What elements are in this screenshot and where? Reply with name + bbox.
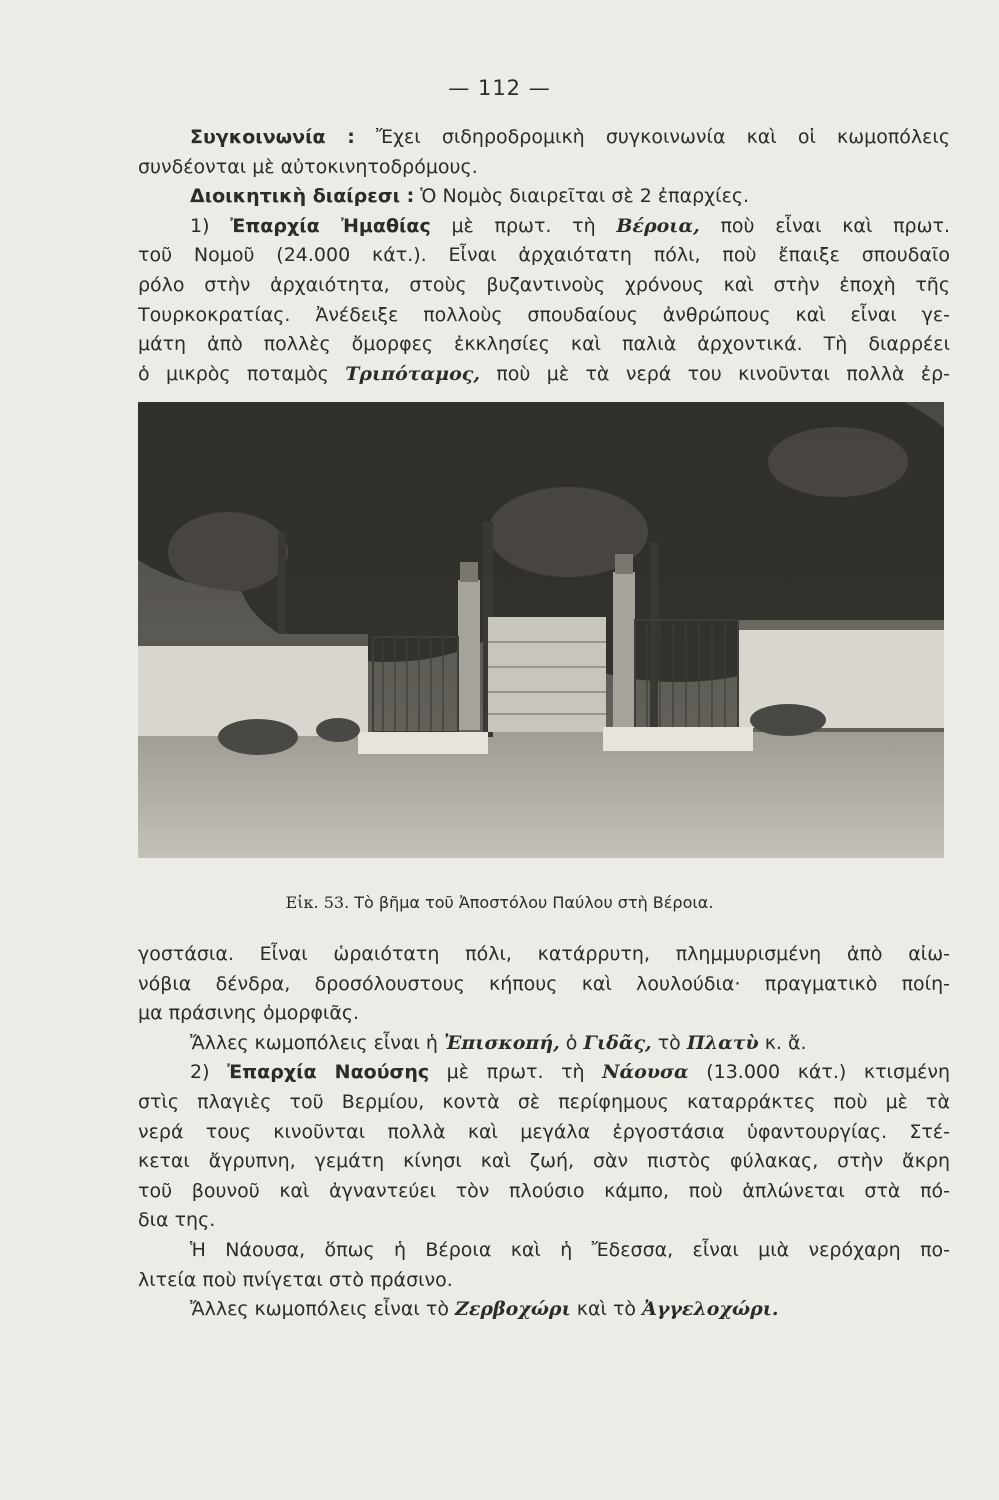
text-line: νόβια δένδρα, δροσόλουστους κήπους καὶ λουλούδια· πραγματικὸ ποίη- <box>138 972 950 995</box>
figure-photo <box>138 402 944 858</box>
heading-province-naousa: Ἐπαρχία Ναούσης <box>227 1061 430 1084</box>
heading-province-imathia: Ἐπαρχία Ἠμαθίας <box>230 214 431 237</box>
heading-administrative-division: Διοικητικὴ διαίρεσι : <box>190 185 415 208</box>
text-span: Ἄλλες κωμοπόλεις εἶναι ἡ <box>190 1031 444 1054</box>
figure-caption <box>0 893 999 912</box>
bottom-text-block <box>138 940 950 1325</box>
text-line <box>138 123 950 153</box>
text-span: (13.000 κάτ.) κτισμένη <box>688 1061 950 1084</box>
text-line: συνδέονται μὲ αὐτοκινητοδρόμους. <box>138 155 478 178</box>
text-line: Ἡ Νάουσα, ὅπως ἡ Βέροια καὶ ἡ Ἔδεσσα, εἶναι μιὰ νερόχαρη πο- <box>190 1238 950 1261</box>
text-line: τοῦ Νομοῦ (24.000 κάτ.). Εἶναι ἀρχαιότατη πόλι, ποὺ ἔπαιξε σπουδαῖο <box>138 244 950 267</box>
place-platy: Πλατὺ <box>686 1031 759 1054</box>
text-line: τοῦ βουνοῦ καὶ ἀγναντεύει τὸν πλούσιο κάμπο, ποὺ ἁπλώνεται στὰ πό- <box>138 1179 950 1202</box>
figure-number: Εἰκ. 53. <box>285 893 350 912</box>
text-line: Τουρκοκρατίας. Ἀνέδειξε πολλοὺς σπουδαίους ἀνθρώπους καὶ εἶναι γε- <box>138 303 950 326</box>
text-line: νερά τους κινοῦνται πολλὰ καὶ μεγάλα ἐργοστάσια ὑφαντουργίας. Στέ- <box>138 1120 950 1143</box>
text-line <box>138 1295 950 1325</box>
text-span: 1) <box>190 214 231 237</box>
text-span: μὲ πρωτ. τὴ <box>430 214 617 237</box>
text-line <box>138 212 950 242</box>
text-line: στὶς πλαγιὲς τοῦ Βερμίου, κοντὰ σὲ περίφημους καταρράκτες ποὺ μὲ τὰ <box>138 1090 950 1113</box>
page-number: — 112 — <box>448 76 551 100</box>
text-line: μάτη ἀπὸ πολλὲς ὄμορφες ἐκκλησίες καὶ παλιὰ ἀρχοντικά. Τὴ διαρρέει <box>138 333 950 356</box>
text-line <box>138 1029 950 1059</box>
text-span: καὶ τὸ <box>570 1298 643 1321</box>
text-span: τὸ <box>651 1031 687 1054</box>
photo-illustration <box>138 402 944 858</box>
text-line: λιτεία ποὺ πνίγεται στὸ πράσινο. <box>138 1268 453 1291</box>
text-line: μα πράσινης ὀμορφιᾶς. <box>138 1002 360 1025</box>
text-span: κ. ἄ. <box>758 1031 807 1054</box>
text-line: δια της. <box>138 1209 216 1232</box>
text-span: Ὁ Νομὸς διαιρεῖται σὲ 2 ἐπαρχίες. <box>414 185 750 208</box>
place-angelochori: Ἀγγελοχώρι. <box>642 1298 779 1321</box>
text-line: γοστάσια. Εἶναι ὡραιότατη πόλι, κατάρρυτη, πλημμυρισμένη ἀπὸ αἰω- <box>138 943 950 965</box>
heading-communication: Συγκοινωνία : <box>190 126 355 148</box>
place-episkopi: Ἐπισκοπή, <box>443 1031 560 1054</box>
place-naousa: Νάουσα <box>602 1061 689 1084</box>
text-span: ποὺ μὲ τὰ νερά του κινοῦνται πολλὰ ἐρ- <box>479 362 950 385</box>
text-line: κεται ἄγρυπνη, γεμάτη κίνησι καὶ ζωή, σὰν πιστὸς φύλακας, στὴν ἄκρη <box>138 1150 950 1173</box>
text-span: Ἔχει σιδηροδρομικὴ συγκοινωνία καὶ οἱ κωμοπόλεις <box>354 126 950 148</box>
text-line <box>138 1058 950 1088</box>
text-span: ὁ <box>559 1031 584 1054</box>
text-span: Ἄλλες κωμοπόλεις εἶναι τὸ <box>190 1298 455 1321</box>
text-line <box>138 182 950 212</box>
place-gidas: Γιδᾶς, <box>583 1031 652 1054</box>
text-span: 2) <box>190 1061 228 1084</box>
text-line: ρόλο στὴν ἀρχαιότητα, στοὺς βυζαντινοὺς χρόνους καὶ στὴν ἐποχὴ τῆς <box>138 273 950 296</box>
text-span: μὲ πρωτ. τὴ <box>429 1061 603 1084</box>
place-zervochori: Ζερβοχώρι <box>455 1298 571 1321</box>
text-span: ὁ μικρὸς ποταμὸς <box>138 362 346 385</box>
figure-caption-text: Τὸ βῆμα τοῦ Ἀποστόλου Παύλου στὴ Βέροια. <box>354 893 714 912</box>
top-text-block <box>138 123 950 389</box>
text-line <box>138 360 950 390</box>
place-veroia: Βέροια, <box>616 214 700 237</box>
text-span: ποὺ εἶναι καὶ πρωτ. <box>699 214 950 237</box>
place-tripotamos: Τριπόταμος, <box>345 362 480 385</box>
